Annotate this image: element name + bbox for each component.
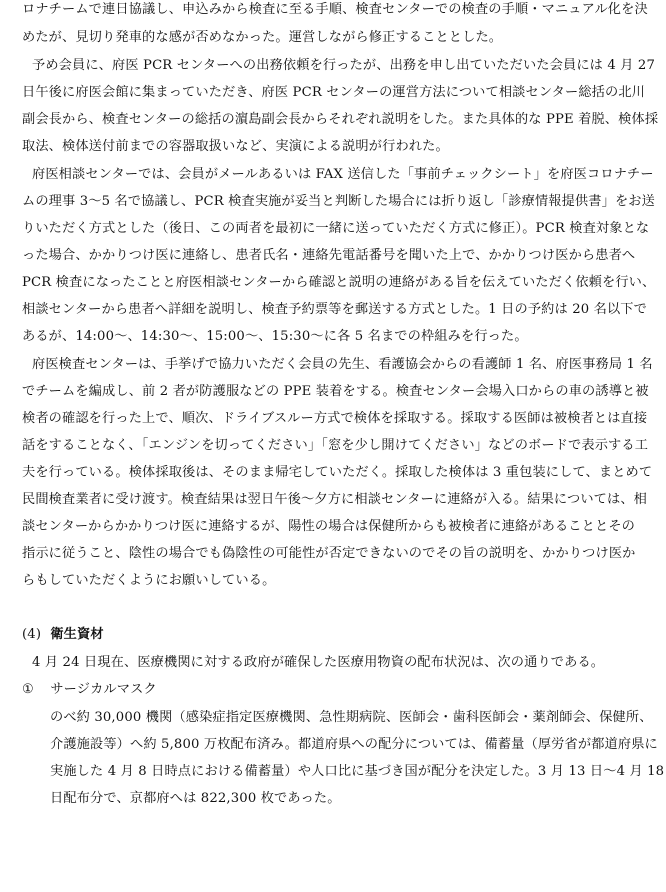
body-text-line: ロナチームで連日協議し、申込みから検査に至る手順、検査センターでの検査の手順・マニュアル化を決 bbox=[22, 2, 648, 17]
body-text-line: でチームを編成し、前 2 者が防護服などの PPE 装着をする。検査センター会場入口からの車の誘導と被 bbox=[22, 384, 649, 399]
section-number: (4) bbox=[22, 627, 42, 642]
body-text-line: 話をすることなく、「エンジンを切ってください」「窓を少し開けてください」などのボードで表示する工 bbox=[22, 438, 649, 453]
item-title: サージカルマスク bbox=[50, 682, 157, 697]
body-text-line: 検者の確認を行った上で、順次、ドライブスルー方式で検体を採取する。採取する医師は被検者とは直接 bbox=[22, 411, 648, 426]
body-text-line: った場合、かかりつけ医に連絡し、患者氏名・連絡先電話番号を聞いた上で、かかりつけ医から患者へ bbox=[22, 248, 636, 263]
body-text-line: 民間検査業者に受け渡す。検査結果は翌日午後～夕方に相談センターに連絡が入る。結果については、相 bbox=[22, 492, 648, 507]
body-text-line: 談センターからかかりつけ医に連絡するが、陽性の場合は保健所からも被検者に連絡があることとその bbox=[22, 519, 635, 534]
body-text-line: 府医相談センターでは、会員がメールあるいは FAX 送信した「事前チェックシート」を府医コロナチー bbox=[32, 167, 654, 182]
body-text-line: 日午後に府医会館に集まっていただき、府医 PCR センターの運営方法について相談センター総括の北川 bbox=[22, 85, 646, 100]
item-text-line: 介護施設等）へ約 5,800 万枚配布済み。都道府県への配分については、備蓄量（厚労省が都道府県に bbox=[50, 737, 658, 752]
body-text-line: りいただく方式とした（後日、この両者を最初に一緒に送っていただく方式に修正）。PCR 検査対象とな bbox=[22, 221, 650, 236]
item-text-line: 日配布分で、京都府へは 822,300 枚であった。 bbox=[50, 791, 341, 806]
body-text-line: めたが、見切り発車的な感が否めなかった。運営しながら修正することとした。 bbox=[22, 30, 503, 45]
item-text-line: 実施した 4 月 8 日時点における備蓄量）や人口比に基づき国が配分を決定した。3 月 13 日～4 月 18 bbox=[50, 764, 665, 779]
body-text-line: 夫を行っている。検体採取後は、そのまま帰宅していただく。採取した検体は 3 重包装にして、まとめて bbox=[22, 465, 653, 480]
body-text-line: ムの理事 3～5 名で協議し、PCR 検査実施が妥当と判断した場合には折り返し「診療情報提供書」をお送 bbox=[22, 194, 655, 209]
body-text-line: あるが、14:00～、14:30～、15:00～、15:30～に各 5 名までの枠組みを行った。 bbox=[22, 329, 528, 344]
body-text-line: 副会長から、検査センターの総括の濵島副会長からそれぞれ説明をした。また具体的な PPE 着脱、検体採 bbox=[22, 112, 659, 127]
body-text-line: 予め会員に、府医 PCR センターへの出務依頼を行ったが、出務を申し出ていただいた会員には 4 月 27 bbox=[32, 58, 655, 73]
item-text-line: のべ約 30,000 機関（感染症指定医療機関、急性期病院、医師会・歯科医師会・薬剤師会、保健所、 bbox=[50, 710, 653, 725]
item-heading-surgical-mask bbox=[0, 682, 666, 698]
body-text-line: PCR 検査になったことと府医相談センターから確認と説明の連絡がある旨を伝えていただく依頼を行い、 bbox=[22, 275, 656, 290]
item-marker: ① bbox=[22, 682, 34, 697]
body-text-line: らもしていただくようにお願いしている。 bbox=[22, 573, 276, 588]
body-text-line: 取法、検体送付前までの容器取扱いなど、実演による説明が行われた。 bbox=[22, 139, 449, 154]
section-heading bbox=[0, 627, 666, 643]
body-text-line: 指示に従うこと、陰性の場合でも偽陰性の可能性が否定できないのでその旨の説明を、かかりつけ医か bbox=[22, 546, 636, 561]
body-text-line: 府医検査センターは、手挙げで協力いただく会員の先生、看護協会からの看護師 1 名、府医事務局 1 名 bbox=[32, 357, 653, 372]
section-title: 衛生資材 bbox=[50, 627, 104, 642]
body-text-line: 相談センターから患者へ詳細を説明し、検査予約票等を郵送する方式とした。1 日の予約は 20 名以下で bbox=[22, 302, 647, 317]
section-intro: 4 月 24 日現在、医療機関に対する政府が確保した医療用物資の配布状況は、次の通りである。 bbox=[32, 655, 605, 670]
